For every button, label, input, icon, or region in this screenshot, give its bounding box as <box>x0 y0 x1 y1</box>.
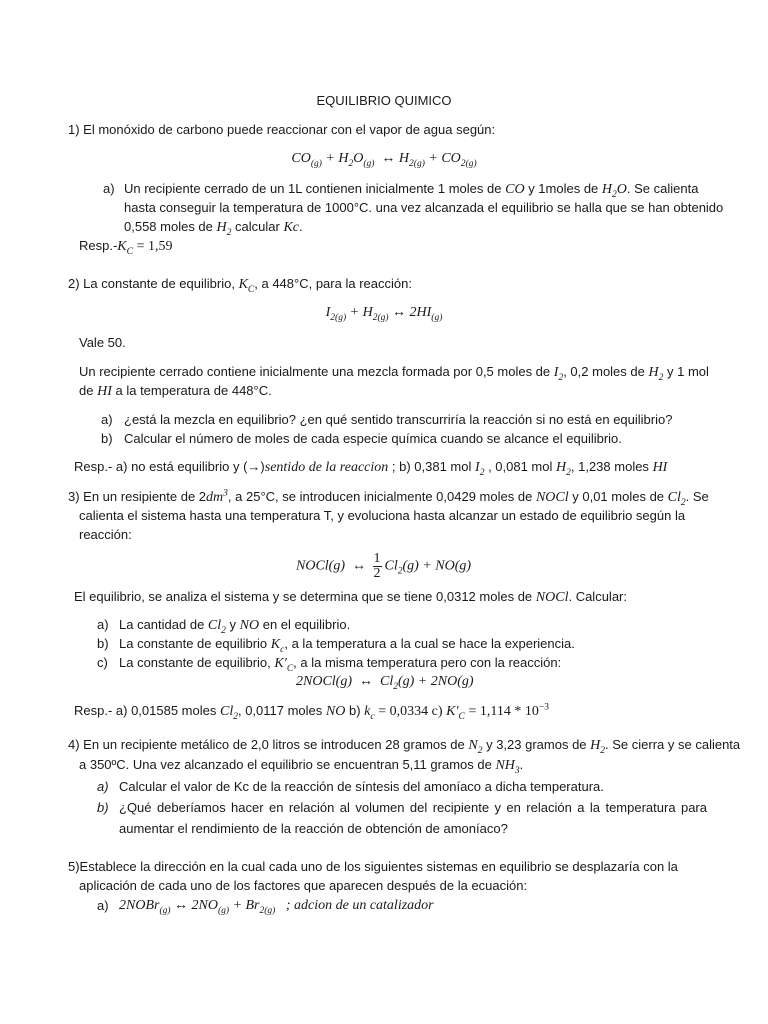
problem-3-c-equation: 2NOCl(g) ↔ $Cl_2(g) + 2NO(g)$ <box>296 674 474 692</box>
problem-2-text-line-2: de HI a la temperatura de 448°C. <box>79 383 272 399</box>
item-label: a) <box>97 617 109 632</box>
problem-1-a-line-1: Un recipiente cerrado de un 1L contienen inicialmente 1 moles de CO y 1moles de $H_2O$. Se calienta <box>124 181 699 200</box>
problem-4-b-line-1: ¿Qué deberíamos hacer en relación al volumen del recipiente y en relación a la temperatura para <box>119 800 707 815</box>
problem-2-equation: $I_{2(g)} + H_{2(g)}$ ↔ $2HI_{(g)}$ <box>325 305 443 323</box>
problem-4-b-line-2: aumentar el rendimiento de la reacción de obtención de amoníaco? <box>119 821 508 836</box>
item-label: a) <box>103 181 115 196</box>
problem-3-equilibrium-line: El equilibrio, se analiza el sistema y se determina que se tiene 0,0312 moles de NOCl. Calcular: <box>74 589 627 605</box>
problem-3-b: La constante de equilibrio $K_c$, a la temperatura a la cual se hace la experiencia. <box>119 636 575 655</box>
problem-2-b: Calcular el número de moles de cada especie química cuando se alcance el equilibrio. <box>124 431 622 446</box>
problem-1-intro: 1) El monóxido de carbono puede reaccionar con el vapor de agua según: <box>68 122 496 137</box>
problem-5-a: 2NOBr$_{(g)}$ ↔ $2NO_{(g)} + Br_{2(g)}$ ; adcion de un catalizador <box>119 898 434 916</box>
item-label: a) <box>101 412 113 427</box>
problem-3-line-3: reacción: <box>79 527 132 542</box>
problem-5-line-1: 5)Establece la dirección en la cual cada uno de los siguientes sistemas en equilibrio se desplazaría con la <box>68 859 678 874</box>
page-title: EQUILIBRIO QUIMICO <box>316 93 452 108</box>
problem-3-equation: NOCl(g) ↔ $\frac{1}{2}$ $Cl_2(g) + NO(g)$ <box>296 551 472 581</box>
item-label: a) <box>97 898 109 913</box>
problem-4-line-1: 4) En un recipiente metálico de 2,0 litros se introducen 28 gramos de $N_2$ y 3,23 gramos de $H_2$. Se cierra y se calienta <box>68 737 741 756</box>
problem-1-equation: $CO_{(g)} + H_2O_{(g)}$ ↔ $H_{2(g)} + CO_{2(g)}$ <box>291 151 477 169</box>
problem-3-line-1: 3) En un resipiente de $2dm^3$, a 25°C, se introducen inicialmente 0,0429 moles de NOCl y 0,01 moles de $Cl_2$. Se <box>68 488 709 508</box>
item-label: a) <box>97 779 109 794</box>
problem-3-c: La constante de equilibrio, $K'_C$, a la misma temperatura pero con la reacción: <box>119 655 562 674</box>
problem-3-line-2: calienta el sistema hasta una temperatura T, y evoluciona hasta alcanzar un estado de equilibrio según la <box>79 508 686 523</box>
problem-2-a: ¿está la mezcla en equilibrio? ¿en qué sentido transcurriría la reacción si no está en equilibrio? <box>124 412 673 427</box>
problem-4-a: Calcular el valor de Kc de la reacción de síntesis del amoníaco a dicha temperatura. <box>119 779 604 794</box>
problem-4-line-2: a 350ºC. Una vez alcanzado el equilibrio se encuentran 5,11 gramos de $NH_3$. <box>79 757 524 776</box>
problem-1-answer: $Resp.-K_C = 1,59$ <box>79 238 173 257</box>
problem-2-intro: 2) La constante de equilibrio, $K_C$, a 448°C, para la reacción: <box>68 276 412 295</box>
problem-2-text-line-1: Un recipiente cerrado contiene inicialmente una mezcla formada por 0,5 moles de $I_2$, 0,2 moles de $H_2$ y 1 mol <box>79 364 709 383</box>
item-label: b) <box>97 800 109 815</box>
problem-3-answer: Resp.- a) 0,01585 moles $Cl_2$, 0,0117 moles NO b) $k_c = 0,0334$ c) $K'_C = 1,114 * 10^{-3}$ <box>74 702 550 722</box>
problem-2-answer: Resp.- a) no está equilibrio y (→)sentido de la reaccion ; b) 0,381 mol $I_2$ , 0,081 mol $H_2$, 1,238 moles HI <box>74 459 668 478</box>
problem-1-a-line-3: 0,558 moles de $H_2$ calcular Kc. <box>124 219 303 238</box>
problem-1-a-line-2: hasta conseguir la temperatura de 1000°C. una vez alcanzada el equilibrio se halla que se han obtenido <box>124 200 724 215</box>
item-label: b) <box>101 431 113 446</box>
problem-2-value: Vale 50. <box>79 335 126 350</box>
item-label: c) <box>97 655 108 670</box>
item-label: b) <box>97 636 109 651</box>
problem-5-line-2: aplicación de cada uno de los factores que aparecen después de la ecuación: <box>79 878 528 893</box>
problem-3-a: La cantidad de $Cl_2$ y NO en el equilibrio. <box>119 617 351 636</box>
